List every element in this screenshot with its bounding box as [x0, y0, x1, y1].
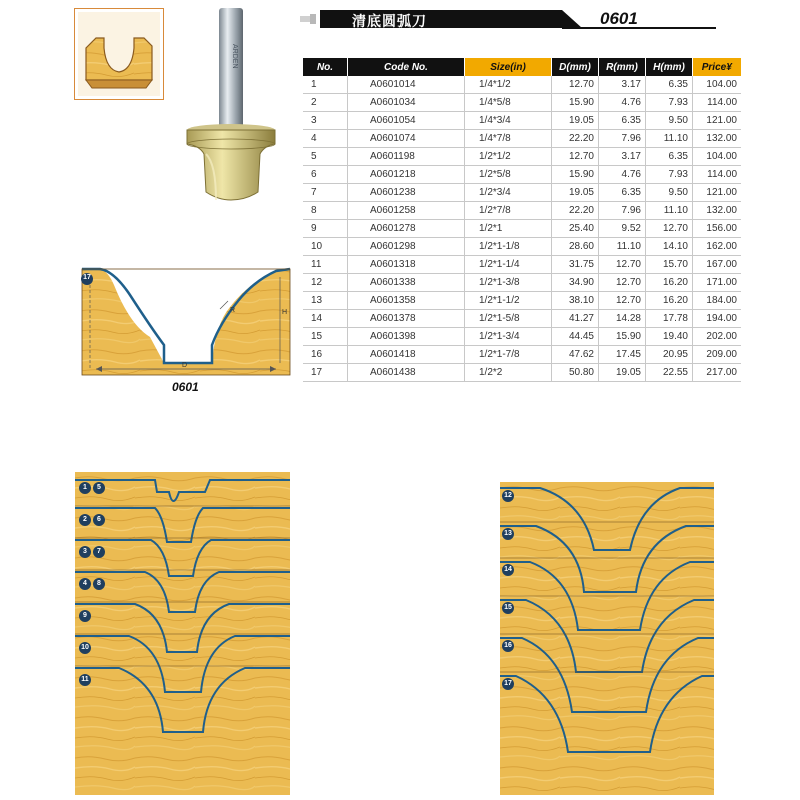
- cell-h: 7.93: [646, 166, 693, 184]
- cell-h: 11.10: [646, 130, 693, 148]
- cell-size: 1/4*3/4: [465, 112, 552, 130]
- cell-code: A0601198: [348, 148, 465, 166]
- cell-price: 121.00: [693, 112, 742, 130]
- cell-size: 1/2*1/2: [465, 148, 552, 166]
- table-row: [303, 292, 741, 310]
- cell-code: A0601014: [348, 76, 465, 94]
- cell-d: 44.45: [552, 328, 599, 346]
- cell-price: 217.00: [693, 364, 742, 382]
- table-header-row: [303, 58, 741, 76]
- cell-price: 132.00: [693, 130, 742, 148]
- cell-r: 4.76: [599, 166, 646, 184]
- table-body: [303, 76, 741, 382]
- cell-no: 11: [303, 256, 348, 274]
- diameter-label: D: [182, 362, 188, 369]
- cell-d: 19.05: [552, 184, 599, 202]
- cell-code: A0601054: [348, 112, 465, 130]
- cell-r: 9.52: [599, 220, 646, 238]
- cell-price: 167.00: [693, 256, 742, 274]
- cell-d: 12.70: [552, 76, 599, 94]
- radius-label: R: [230, 307, 236, 314]
- cell-code: A0601398: [348, 328, 465, 346]
- right-marker-list: [502, 486, 532, 786]
- table-row: [303, 328, 741, 346]
- number-marker: 1: [79, 482, 91, 494]
- cell-price: 194.00: [693, 310, 742, 328]
- cell-h: 22.55: [646, 364, 693, 382]
- number-marker: 8: [93, 578, 105, 590]
- cell-code: A0601378: [348, 310, 465, 328]
- cell-no: 7: [303, 184, 348, 202]
- cell-no: 8: [303, 202, 348, 220]
- number-marker: 13: [502, 528, 514, 540]
- product-code: 0601: [600, 9, 638, 28]
- cell-size: 1/2*1-1/8: [465, 238, 552, 256]
- table-row: [303, 130, 741, 148]
- profile-thumbnail: [74, 8, 164, 100]
- cell-r: 17.45: [599, 346, 646, 364]
- cell-code: A0601318: [348, 256, 465, 274]
- cell-h: 17.78: [646, 310, 693, 328]
- cell-price: 156.00: [693, 220, 742, 238]
- cell-code: A0601418: [348, 346, 465, 364]
- cell-d: 38.10: [552, 292, 599, 310]
- number-marker: 6: [93, 514, 105, 526]
- title-banner: [300, 8, 716, 30]
- number-marker: 11: [79, 674, 91, 686]
- router-bit-image: [176, 4, 286, 204]
- cell-size: 1/2*1: [465, 220, 552, 238]
- number-marker: 14: [502, 564, 514, 576]
- cell-h: 20.95: [646, 346, 693, 364]
- cell-price: 132.00: [693, 202, 742, 220]
- cell-code: A0601338: [348, 274, 465, 292]
- cell-d: 28.60: [552, 238, 599, 256]
- right-profile-stack: [500, 482, 714, 795]
- col-header-code: Code No.: [348, 58, 465, 76]
- svg-text:ARDEN: ARDEN: [231, 44, 238, 69]
- cell-r: 6.35: [599, 184, 646, 202]
- cell-h: 7.93: [646, 94, 693, 112]
- cell-size: 1/2*1-3/8: [465, 274, 552, 292]
- cell-no: 16: [303, 346, 348, 364]
- col-header-r: R(mm): [599, 58, 646, 76]
- cell-no: 1: [303, 76, 348, 94]
- spec-table: [303, 58, 742, 382]
- cell-d: 22.20: [552, 202, 599, 220]
- number-marker: 2: [79, 514, 91, 526]
- number-marker: 10: [79, 642, 91, 654]
- table-row: [303, 76, 741, 94]
- number-marker: 3: [79, 546, 91, 558]
- number-marker: 5: [93, 482, 105, 494]
- left-marker-list: [79, 482, 139, 782]
- col-header-h: H(mm): [646, 58, 693, 76]
- cell-h: 16.20: [646, 292, 693, 310]
- table-row: [303, 346, 741, 364]
- cell-no: 12: [303, 274, 348, 292]
- col-header-d: D(mm): [552, 58, 599, 76]
- cell-d: 12.70: [552, 148, 599, 166]
- cell-no: 15: [303, 328, 348, 346]
- cell-d: 19.05: [552, 112, 599, 130]
- cell-d: 50.80: [552, 364, 599, 382]
- cell-size: 1/4*5/8: [465, 94, 552, 112]
- cell-d: 47.62: [552, 346, 599, 364]
- cell-size: 1/2*1-1/2: [465, 292, 552, 310]
- table-row: [303, 202, 741, 220]
- cell-size: 1/2*1-7/8: [465, 346, 552, 364]
- number-marker: 4: [79, 578, 91, 590]
- cell-h: 6.35: [646, 76, 693, 94]
- cell-code: A0601238: [348, 184, 465, 202]
- cell-h: 14.10: [646, 238, 693, 256]
- cell-r: 3.17: [599, 148, 646, 166]
- cell-price: 209.00: [693, 346, 742, 364]
- cell-size: 1/2*1-1/4: [465, 256, 552, 274]
- number-marker: 7: [93, 546, 105, 558]
- table-row: [303, 220, 741, 238]
- cell-code: A0601298: [348, 238, 465, 256]
- cell-code: A0601438: [348, 364, 465, 382]
- marker-label: 17: [83, 274, 91, 281]
- cell-r: 12.70: [599, 274, 646, 292]
- left-profile-stack: [75, 472, 290, 795]
- cell-h: 12.70: [646, 220, 693, 238]
- cell-code: A0601034: [348, 94, 465, 112]
- col-header-size: Size(in): [465, 58, 552, 76]
- cell-price: 171.00: [693, 274, 742, 292]
- cell-size: 1/2*3/4: [465, 184, 552, 202]
- number-marker: 12: [502, 490, 514, 502]
- number-marker: 9: [79, 610, 91, 622]
- cell-h: 9.50: [646, 112, 693, 130]
- table-row: [303, 256, 741, 274]
- cell-r: 15.90: [599, 328, 646, 346]
- cell-r: 4.76: [599, 94, 646, 112]
- table-row: [303, 238, 741, 256]
- cell-price: 121.00: [693, 184, 742, 202]
- cell-no: 14: [303, 310, 348, 328]
- cell-r: 7.96: [599, 202, 646, 220]
- cell-h: 16.20: [646, 274, 693, 292]
- table-row: [303, 310, 741, 328]
- cell-r: 19.05: [599, 364, 646, 382]
- cell-size: 1/4*7/8: [465, 130, 552, 148]
- cell-no: 5: [303, 148, 348, 166]
- cell-h: 19.40: [646, 328, 693, 346]
- cell-d: 15.90: [552, 94, 599, 112]
- table-row: [303, 94, 741, 112]
- cell-h: 11.10: [646, 202, 693, 220]
- cell-size: 1/2*2: [465, 364, 552, 382]
- product-title: 清底圆弧刀: [352, 14, 427, 30]
- cell-size: 1/2*1-5/8: [465, 310, 552, 328]
- number-marker: 15: [502, 602, 514, 614]
- cell-r: 7.96: [599, 130, 646, 148]
- table-row: [303, 274, 741, 292]
- cell-price: 104.00: [693, 76, 742, 94]
- table-row: [303, 112, 741, 130]
- cell-h: 9.50: [646, 184, 693, 202]
- cell-size: 1/4*1/2: [465, 76, 552, 94]
- table-row: [303, 166, 741, 184]
- cell-no: 13: [303, 292, 348, 310]
- cell-price: 184.00: [693, 292, 742, 310]
- cell-code: A0601278: [348, 220, 465, 238]
- cell-code: A0601358: [348, 292, 465, 310]
- cell-no: 6: [303, 166, 348, 184]
- cell-r: 6.35: [599, 112, 646, 130]
- cell-d: 22.20: [552, 130, 599, 148]
- cell-size: 1/2*5/8: [465, 166, 552, 184]
- cell-price: 114.00: [693, 166, 742, 184]
- cell-r: 12.70: [599, 256, 646, 274]
- cell-h: 15.70: [646, 256, 693, 274]
- cell-no: 17: [303, 364, 348, 382]
- cell-no: 4: [303, 130, 348, 148]
- cell-no: 3: [303, 112, 348, 130]
- cell-price: 202.00: [693, 328, 742, 346]
- profile-diagram: [80, 265, 295, 397]
- cell-r: 11.10: [599, 238, 646, 256]
- cell-no: 10: [303, 238, 348, 256]
- col-header-no: No.: [303, 58, 348, 76]
- col-header-price: Price¥: [693, 58, 742, 76]
- cell-r: 14.28: [599, 310, 646, 328]
- cell-price: 162.00: [693, 238, 742, 256]
- cell-code: A0601218: [348, 166, 465, 184]
- cell-code: A0601258: [348, 202, 465, 220]
- number-marker: 16: [502, 640, 514, 652]
- cell-no: 9: [303, 220, 348, 238]
- cell-size: 1/2*7/8: [465, 202, 552, 220]
- cell-r: 3.17: [599, 76, 646, 94]
- cell-h: 6.35: [646, 148, 693, 166]
- cell-d: 25.40: [552, 220, 599, 238]
- table-row: [303, 364, 741, 382]
- cell-d: 41.27: [552, 310, 599, 328]
- cell-no: 2: [303, 94, 348, 112]
- cell-d: 31.75: [552, 256, 599, 274]
- number-marker: 17: [502, 678, 514, 690]
- cell-d: 34.90: [552, 274, 599, 292]
- table-row: [303, 184, 741, 202]
- cell-price: 104.00: [693, 148, 742, 166]
- table-row: [303, 148, 741, 166]
- height-label: H: [282, 309, 288, 316]
- cell-code: A0601074: [348, 130, 465, 148]
- cell-d: 15.90: [552, 166, 599, 184]
- cell-price: 114.00: [693, 94, 742, 112]
- cell-size: 1/2*1-3/4: [465, 328, 552, 346]
- cell-r: 12.70: [599, 292, 646, 310]
- diagram-caption: 0601: [172, 380, 199, 394]
